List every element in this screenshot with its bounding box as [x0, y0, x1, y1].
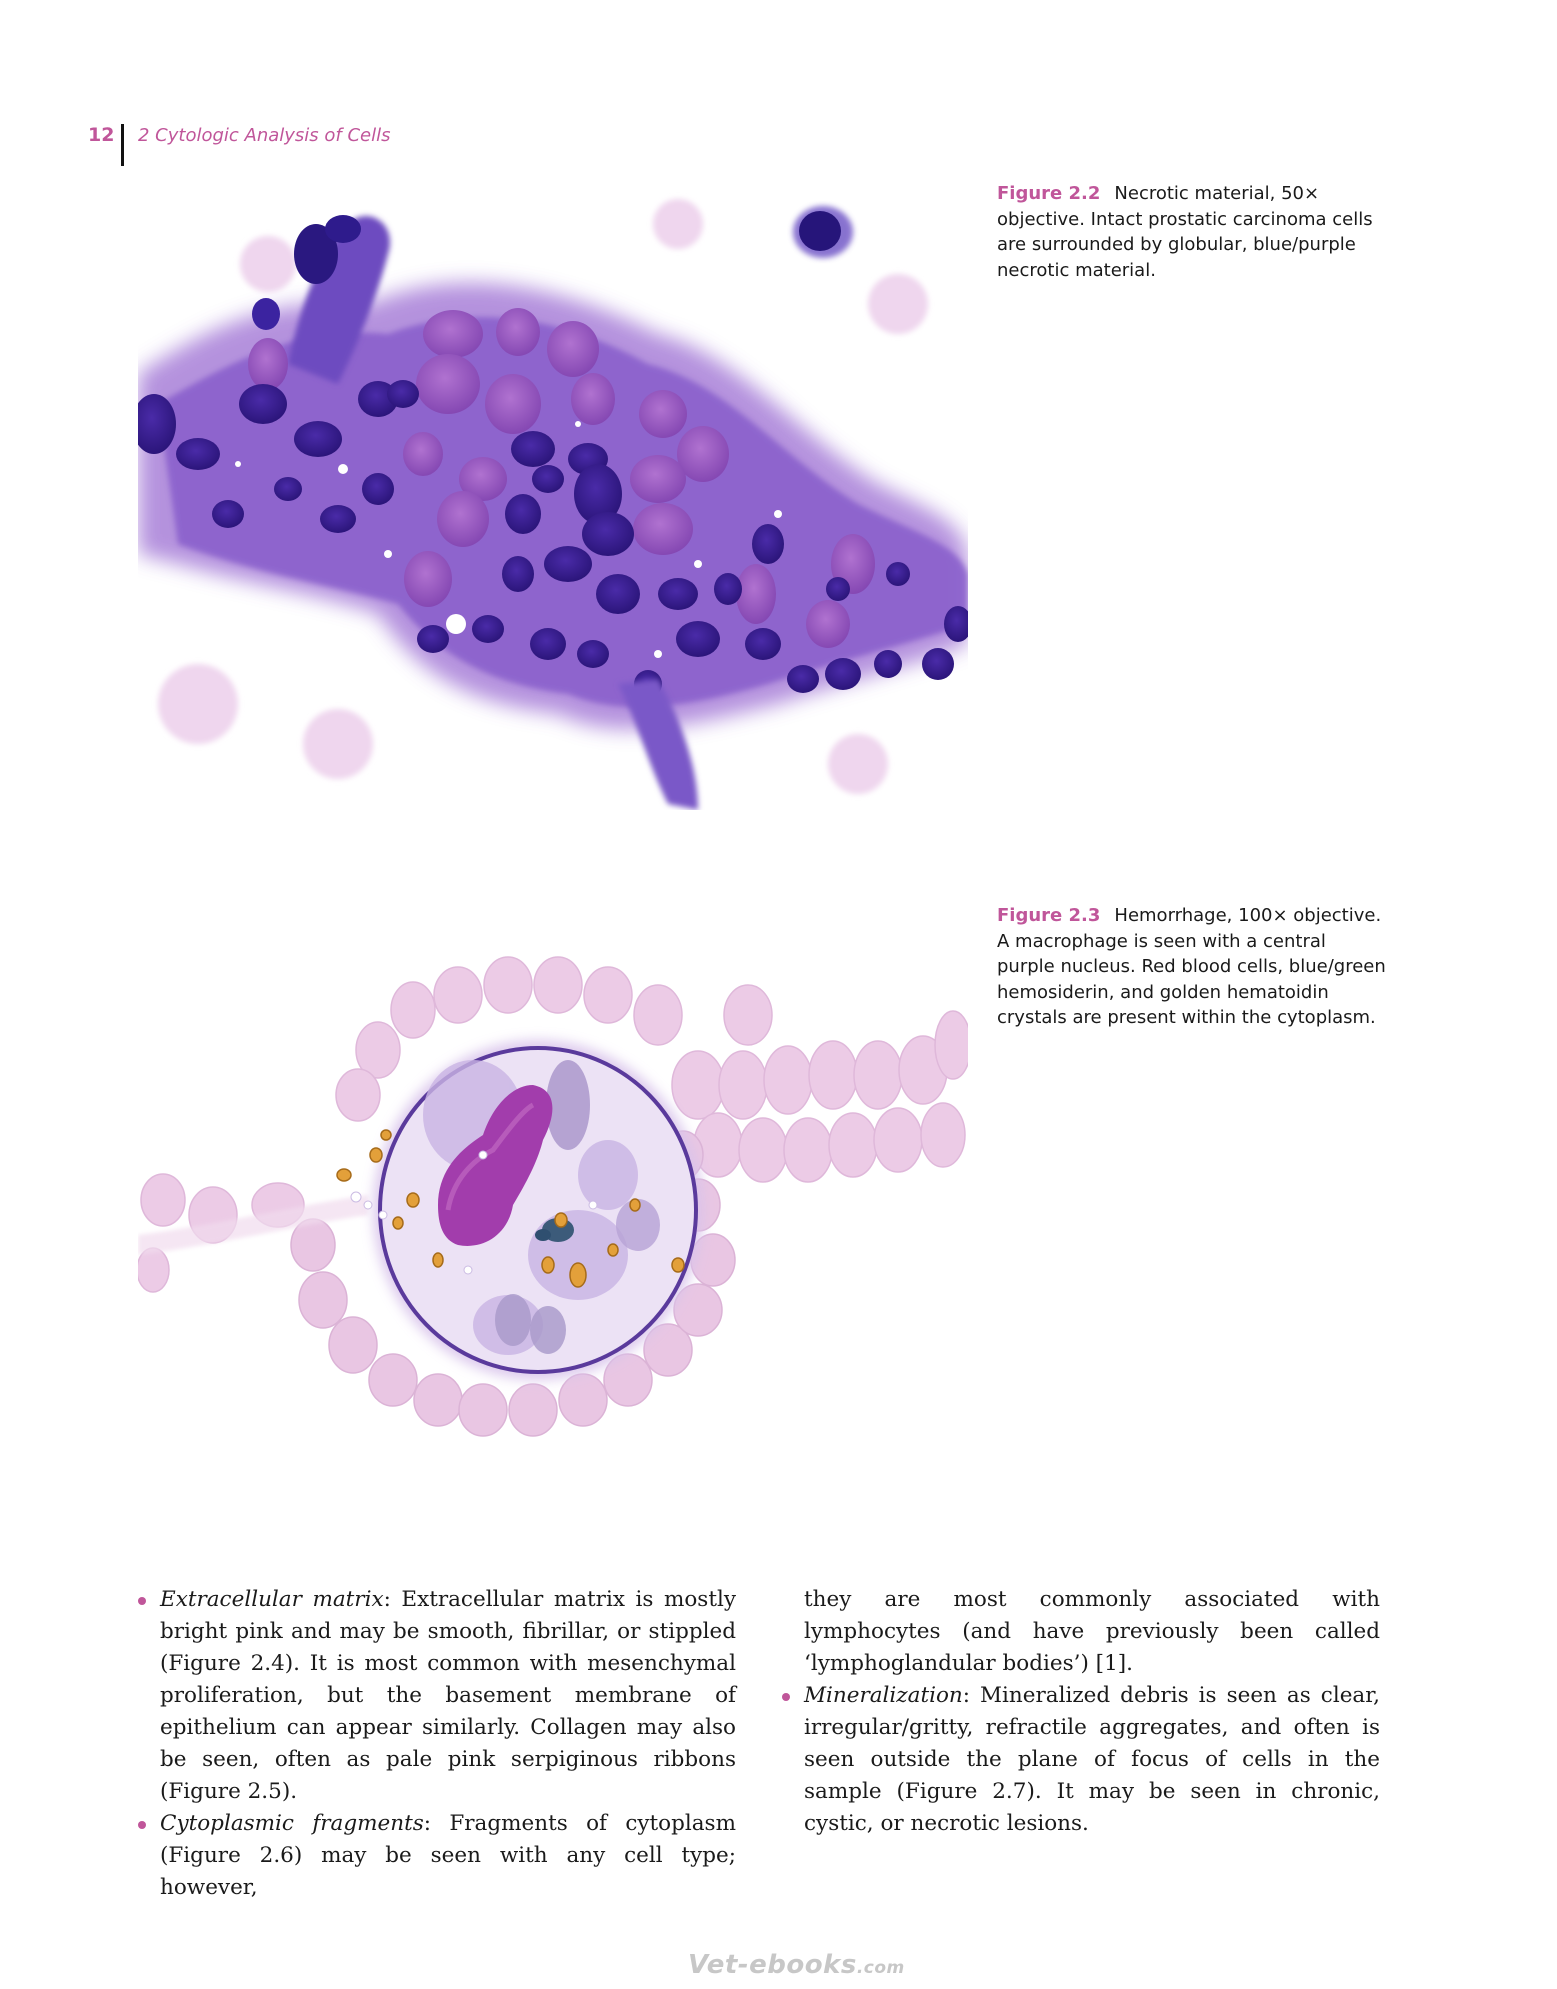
watermark-suffix: .com	[856, 1958, 905, 1978]
bullet-text: : Extracellular matrix is mostly bright pink and may be smooth, fibrillar, or stippled (Figure 2.4). It is most common with mesenchymal proliferation, but the basement membrane of epithelium can appear similarly. Collagen may also be seen, often as pale pink serpiginous ribbons (Figure 2.5).	[160, 1587, 736, 1804]
watermark-main: Vet-ebooks	[688, 1950, 857, 1980]
paragraph-continuation: they are most commonly associated with lymphocytes (and have previously been called ‘lymphoglandular bodies’) [1].	[804, 1587, 1380, 1676]
body-column-right	[804, 1584, 1380, 1840]
figure-2-2-caption	[997, 181, 1387, 283]
figure-2-2-image	[138, 184, 968, 810]
bullet-term: Extracellular matrix	[160, 1587, 384, 1612]
bullet-mineralization	[804, 1680, 1380, 1840]
figure-2-2-caption-text: Necrotic material, 50× objective. Intact prostatic carcinoma cells are surrounded by globular, blue/purple necrotic material.	[997, 183, 1373, 281]
bullet-term: Mineralization	[804, 1683, 963, 1708]
bullet-extracellular-matrix	[160, 1584, 736, 1808]
figure-2-3-caption-text: Hemorrhage, 100× objective. A macrophage is seen with a central purple nucleus. Red blood cells, blue/green hemosiderin, and golden hematoidin crystals are present within the cytoplasm.	[997, 905, 1386, 1028]
bullet-term: Cytoplasmic fragments	[160, 1811, 424, 1836]
chapter-title: 2 Cytologic Analysis of Cells	[138, 125, 391, 146]
figure-2-2-label: Figure 2.2	[997, 183, 1101, 204]
watermark	[688, 1950, 905, 1980]
bullet-dot	[138, 1821, 146, 1829]
bullet-dot	[138, 1597, 146, 1605]
bullet-dot	[782, 1693, 790, 1701]
bullet-text: : Fragments of cytoplasm (Figure 2.6) may be seen with any cell type; however,	[160, 1811, 736, 1900]
figure-2-3-caption	[997, 903, 1387, 1031]
figure-2-3-label: Figure 2.3	[997, 905, 1101, 926]
figure-2-3-image	[138, 905, 968, 1445]
running-head-rule	[121, 124, 124, 166]
body-column-left	[160, 1584, 736, 1904]
bullet-text: : Mineralized debris is seen as clear, irregular/gritty, refractile aggregates, and often is seen outside the plane of focus of cells in the sample (Figure 2.7). It may be seen in chronic, cystic, or necrotic lesions.	[804, 1683, 1380, 1836]
page-number: 12	[88, 124, 115, 146]
bullet-cytoplasmic-fragments	[160, 1808, 736, 1904]
